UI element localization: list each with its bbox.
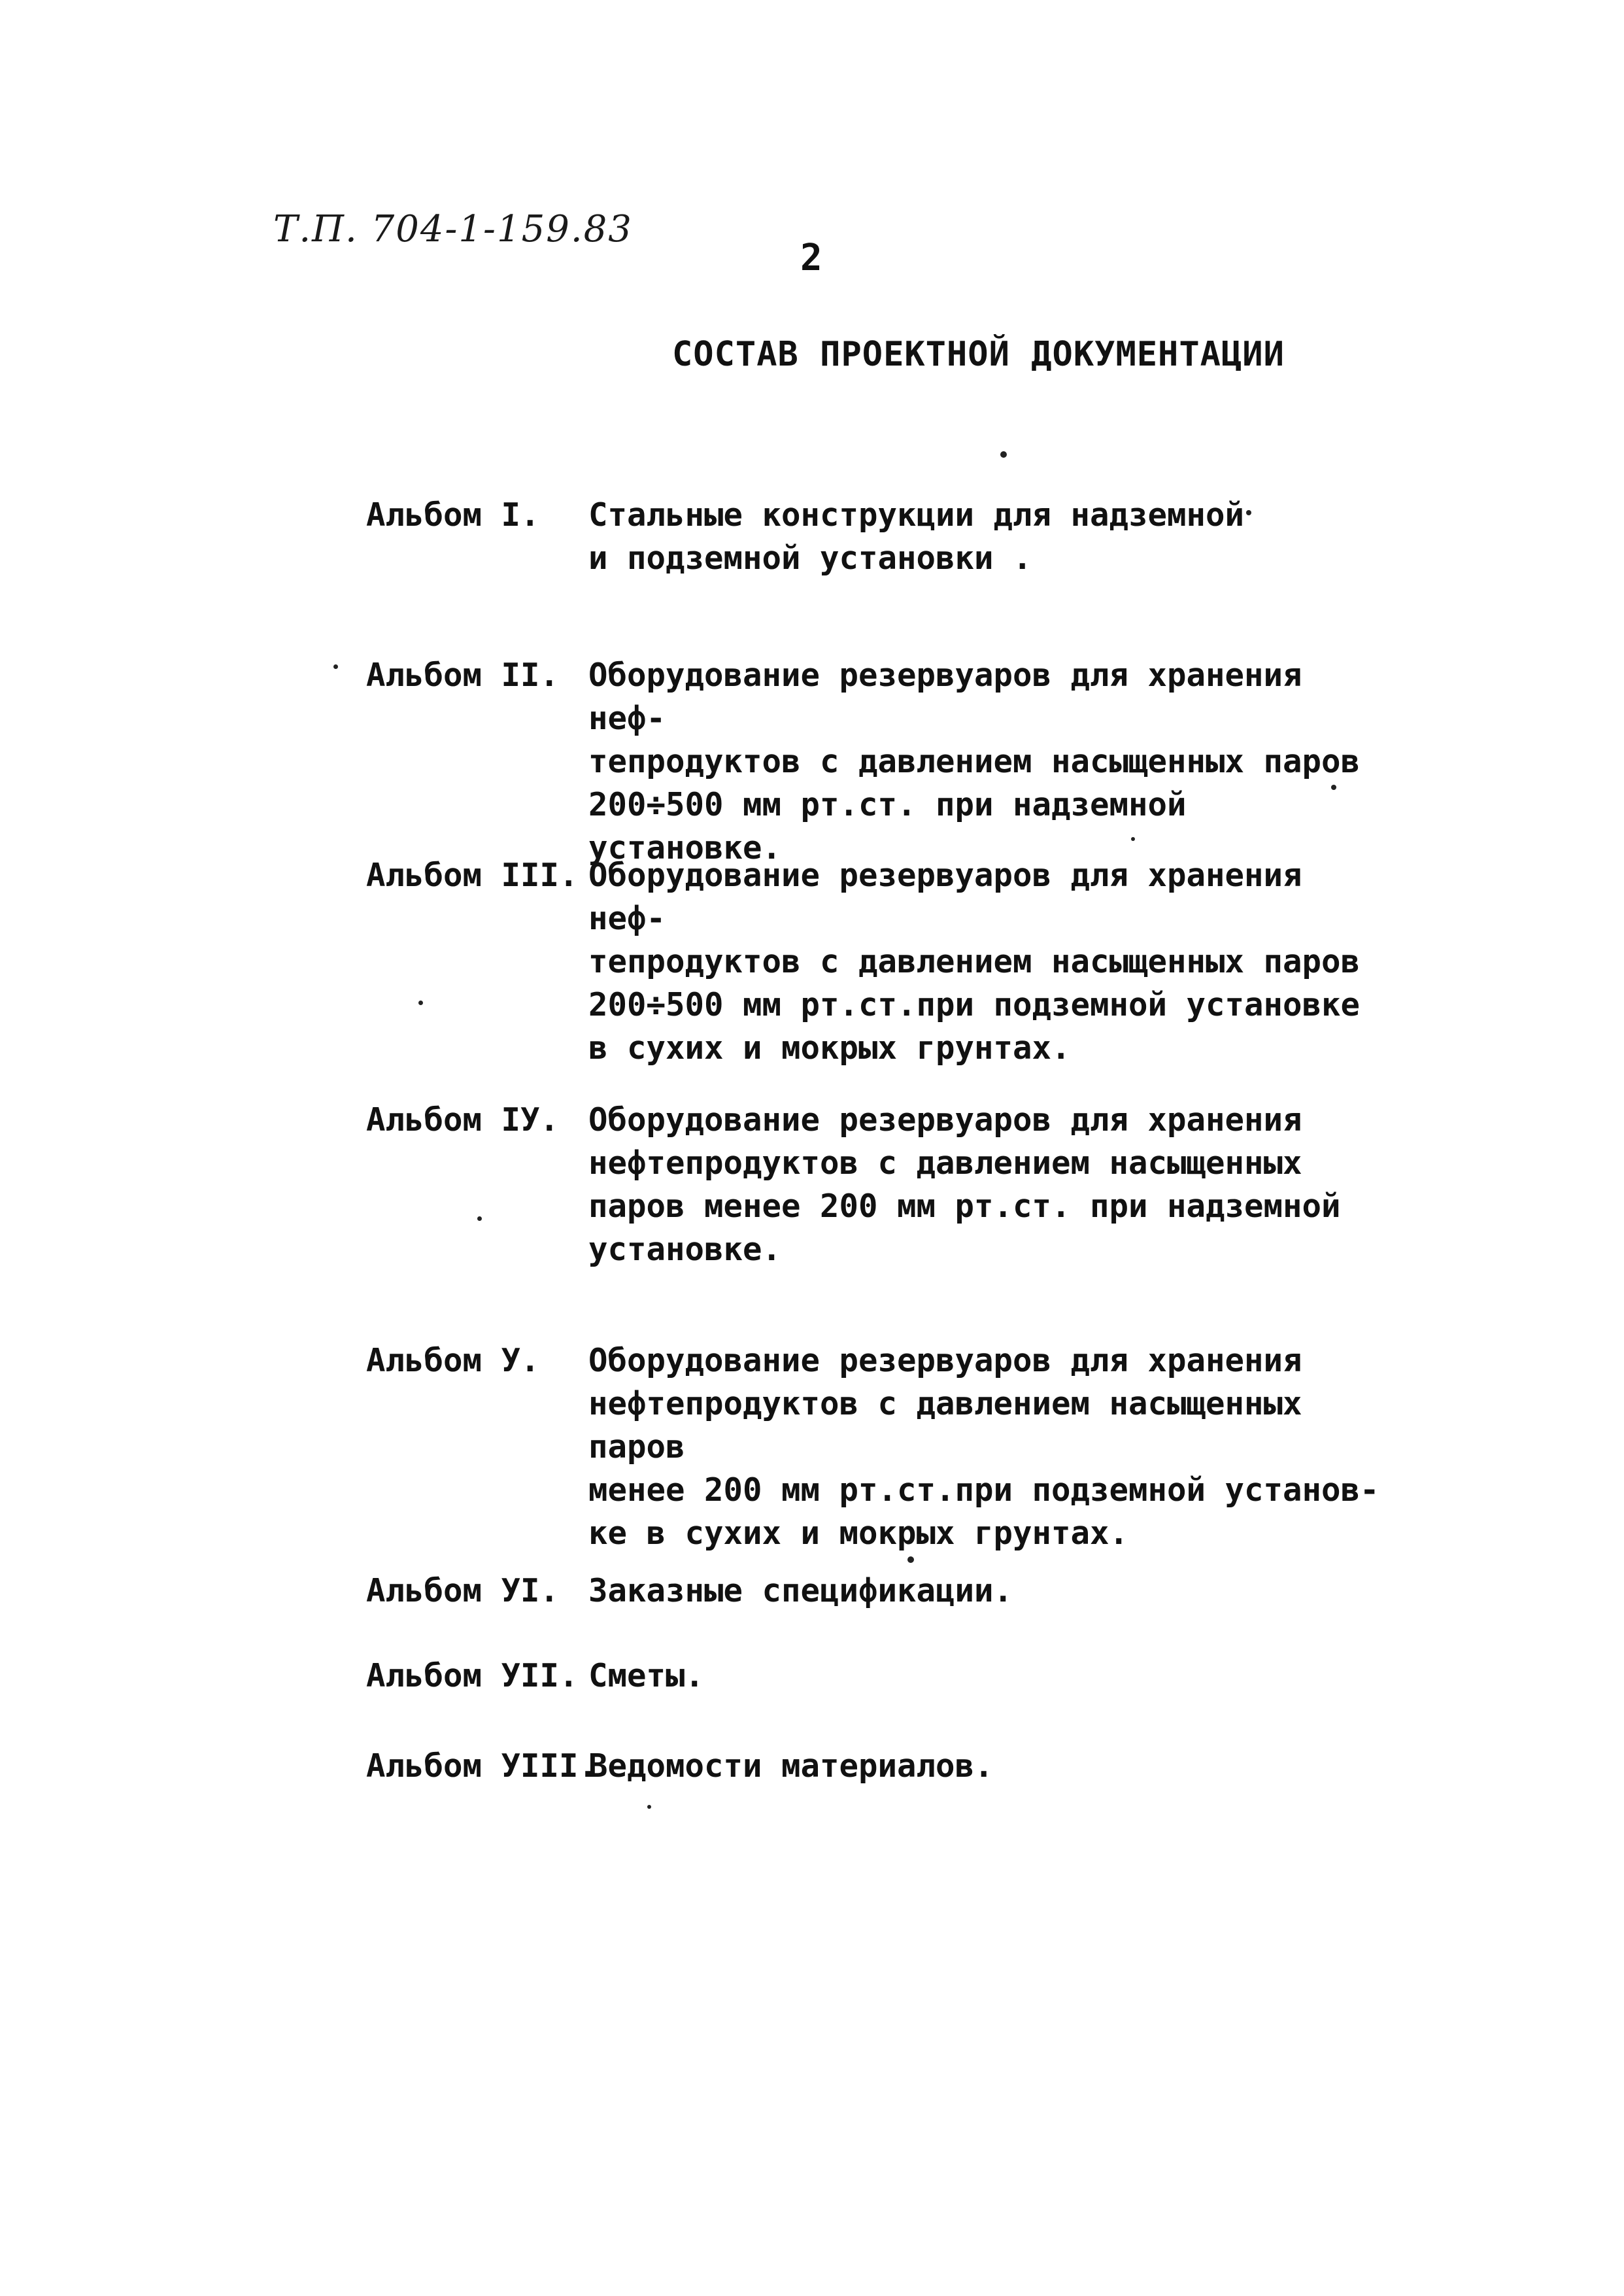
album-entry-8: [366, 1745, 1386, 1788]
album-label: Альбом УI.: [366, 1572, 560, 1609]
album-label: Альбом I.: [366, 496, 540, 534]
album-description: Заказные спецификации.: [588, 1572, 1013, 1609]
page-number: 2: [800, 237, 822, 279]
album-description: Ведомости материалов.: [588, 1747, 994, 1785]
album-description: Оборудование резервуаров для хранения неф- тепродуктов с давлением насыщенных паров 200÷500 мм рт.ст. при надземной установке.: [588, 657, 1361, 866]
album-label: Альбом II.: [366, 657, 560, 694]
album-entry-4: [366, 1099, 1386, 1271]
scan-speck: [907, 1556, 914, 1563]
album-entry-2: [366, 654, 1386, 870]
scan-speck: [1331, 785, 1336, 790]
scan-speck: [477, 1216, 482, 1221]
album-description: Оборудование резервуаров для хранения нефтепродуктов с давлением насыщенных паров менее 200 мм рт.ст.при подземной установ- ке в сухих и мокрых грунтах.: [588, 1342, 1379, 1552]
album-description: Оборудование резервуаров для хранения неф- тепродуктов с давлением насыщенных паров 200÷500 мм рт.ст.при подземной установке в сухих и мокрых грунтах.: [588, 857, 1361, 1067]
album-label: Альбом У.: [366, 1342, 540, 1379]
page-title: СОСТАВ ПРОЕКТНОЙ ДОКУМЕНТАЦИИ: [672, 335, 1285, 374]
album-label: Альбом УIII.: [366, 1747, 598, 1785]
scan-speck: [418, 1001, 423, 1005]
album-description: Оборудование резервуаров для хранения нефтепродуктов с давлением насыщенных паров менее 200 мм рт.ст. при надземной установке.: [588, 1101, 1341, 1268]
scan-speck: [1131, 837, 1135, 841]
album-entry-1: [366, 494, 1386, 580]
album-description: Сметы.: [588, 1657, 705, 1694]
album-entry-7: [366, 1654, 1386, 1698]
album-entry-6: [366, 1569, 1386, 1613]
scan-speck: [333, 664, 338, 669]
album-entry-5: [366, 1339, 1386, 1555]
scan-speck: [1246, 510, 1251, 515]
scan-speck: [1000, 451, 1007, 458]
album-label: Альбом УII.: [366, 1657, 579, 1694]
album-entry-3: [366, 854, 1386, 1070]
album-label: Альбом IУ.: [366, 1101, 560, 1139]
album-label: Альбом III.: [366, 857, 579, 894]
scan-speck: [647, 1805, 651, 1809]
document-code: Т.П. 704-1-159.83: [273, 208, 633, 250]
album-description: Стальные конструкции для надземной и подземной установки .: [588, 496, 1245, 577]
